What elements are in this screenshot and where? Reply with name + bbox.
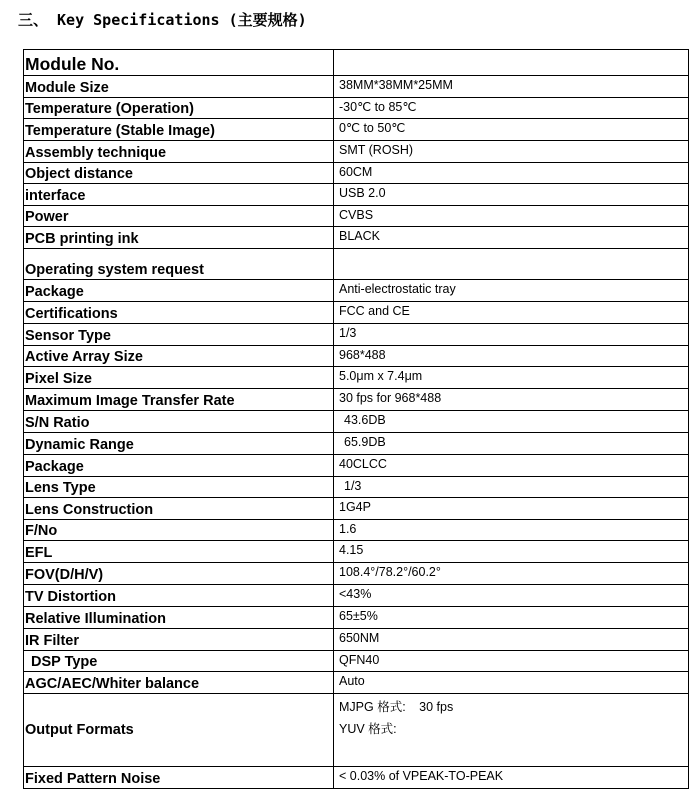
spec-label: Dynamic Range bbox=[24, 433, 334, 455]
spec-label: Temperature (Stable Image) bbox=[24, 119, 334, 141]
spec-value bbox=[334, 50, 689, 76]
spec-label: FOV(D/H/V) bbox=[24, 563, 334, 585]
spec-label: Temperature (Operation) bbox=[24, 98, 334, 119]
table-row bbox=[24, 498, 689, 520]
spec-table bbox=[23, 49, 689, 789]
spec-value: 43.6DB bbox=[334, 411, 689, 433]
spec-label: DSP Type bbox=[24, 651, 334, 672]
table-row bbox=[24, 585, 689, 607]
mjpg-format-value: 30 fps bbox=[419, 700, 454, 714]
spec-label: PCB printing ink bbox=[24, 227, 334, 249]
table-row bbox=[24, 119, 689, 141]
table-row bbox=[24, 76, 689, 98]
table-row bbox=[24, 346, 689, 367]
spec-label: Power bbox=[24, 206, 334, 227]
spec-label: Certifications bbox=[24, 302, 334, 324]
yuv-format-line bbox=[339, 718, 688, 740]
spec-label: Sensor Type bbox=[24, 324, 334, 346]
mjpg-format-line bbox=[339, 696, 688, 718]
spec-value: Auto bbox=[334, 672, 689, 694]
table-row bbox=[24, 184, 689, 206]
spec-value: 38MM*38MM*25MM bbox=[334, 76, 689, 98]
spec-value: 65.9DB bbox=[334, 433, 689, 455]
spec-value: 1/3 bbox=[334, 324, 689, 346]
spec-label: Relative Illumination bbox=[24, 607, 334, 629]
spec-value: 968*488 bbox=[334, 346, 689, 367]
spec-label: Object distance bbox=[24, 163, 334, 184]
table-row bbox=[24, 324, 689, 346]
table-row bbox=[24, 98, 689, 119]
spec-label: TV Distortion bbox=[24, 585, 334, 607]
spec-label: Pixel Size bbox=[24, 367, 334, 389]
spec-value: BLACK bbox=[334, 227, 689, 249]
spec-value: -30℃ to 85℃ bbox=[334, 98, 689, 119]
spec-label: Maximum Image Transfer Rate bbox=[24, 389, 334, 411]
table-row bbox=[24, 411, 689, 433]
spec-label: Module No. bbox=[24, 50, 334, 76]
table-row bbox=[24, 767, 689, 789]
spec-value: FCC and CE bbox=[334, 302, 689, 324]
table-row bbox=[24, 607, 689, 629]
spec-value: 108.4°/78.2°/60.2° bbox=[334, 563, 689, 585]
spec-label: Output Formats bbox=[24, 694, 334, 767]
spec-label: S/N Ratio bbox=[24, 411, 334, 433]
spec-value: 1.6 bbox=[334, 520, 689, 541]
spec-value: USB 2.0 bbox=[334, 184, 689, 206]
spec-value: 30 fps for 968*488 bbox=[334, 389, 689, 411]
table-row bbox=[24, 672, 689, 694]
spec-value: 650NM bbox=[334, 629, 689, 651]
spec-label: Operating system request bbox=[24, 249, 334, 280]
spec-label: IR Filter bbox=[24, 629, 334, 651]
spec-label: EFL bbox=[24, 541, 334, 563]
mjpg-format-label: MJPG 格式: bbox=[339, 700, 406, 714]
spec-label: Package bbox=[24, 280, 334, 302]
output-formats-cell bbox=[334, 694, 689, 767]
table-row bbox=[24, 302, 689, 324]
spec-value: 1G4P bbox=[334, 498, 689, 520]
spec-label: Package bbox=[24, 455, 334, 477]
table-row bbox=[24, 389, 689, 411]
spec-label: interface bbox=[24, 184, 334, 206]
spec-value: QFN40 bbox=[334, 651, 689, 672]
spec-label: AGC/AEC/Whiter balance bbox=[24, 672, 334, 694]
spec-value: 1/3 bbox=[334, 477, 689, 498]
spec-value: CVBS bbox=[334, 206, 689, 227]
spec-value: 5.0μm x 7.4μm bbox=[334, 367, 689, 389]
table-row bbox=[24, 141, 689, 163]
table-row bbox=[24, 249, 689, 280]
table-row bbox=[24, 651, 689, 672]
table-row bbox=[24, 455, 689, 477]
spec-value: < 0.03% of VPEAK-TO-PEAK bbox=[334, 767, 689, 789]
spec-label: Lens Type bbox=[24, 477, 334, 498]
spec-value: <43% bbox=[334, 585, 689, 607]
table-row bbox=[24, 206, 689, 227]
table-row bbox=[24, 50, 689, 76]
table-row bbox=[24, 520, 689, 541]
spec-label: F/No bbox=[24, 520, 334, 541]
table-row bbox=[24, 563, 689, 585]
table-row bbox=[24, 367, 689, 389]
spec-value: 40CLCC bbox=[334, 455, 689, 477]
table-row bbox=[24, 163, 689, 184]
spec-value: 65±5% bbox=[334, 607, 689, 629]
table-row bbox=[24, 541, 689, 563]
table-row bbox=[24, 227, 689, 249]
table-row bbox=[24, 694, 689, 767]
spec-value: 4.15 bbox=[334, 541, 689, 563]
spec-value: SMT (ROSH) bbox=[334, 141, 689, 163]
table-row bbox=[24, 280, 689, 302]
spec-value: 60CM bbox=[334, 163, 689, 184]
spec-label: Active Array Size bbox=[24, 346, 334, 367]
section-heading: 三、 Key Specifications (主要规格) bbox=[18, 11, 307, 29]
yuv-format-label: YUV 格式: bbox=[339, 722, 397, 736]
spec-label: Fixed Pattern Noise bbox=[24, 767, 334, 789]
table-row bbox=[24, 477, 689, 498]
table-row bbox=[24, 629, 689, 651]
spec-label: Assembly technique bbox=[24, 141, 334, 163]
spec-value: 0℃ to 50℃ bbox=[334, 119, 689, 141]
spec-value: Anti-electrostatic tray bbox=[334, 280, 689, 302]
spec-label: Module Size bbox=[24, 76, 334, 98]
spec-value bbox=[334, 249, 689, 280]
table-row bbox=[24, 433, 689, 455]
spec-label: Lens Construction bbox=[24, 498, 334, 520]
